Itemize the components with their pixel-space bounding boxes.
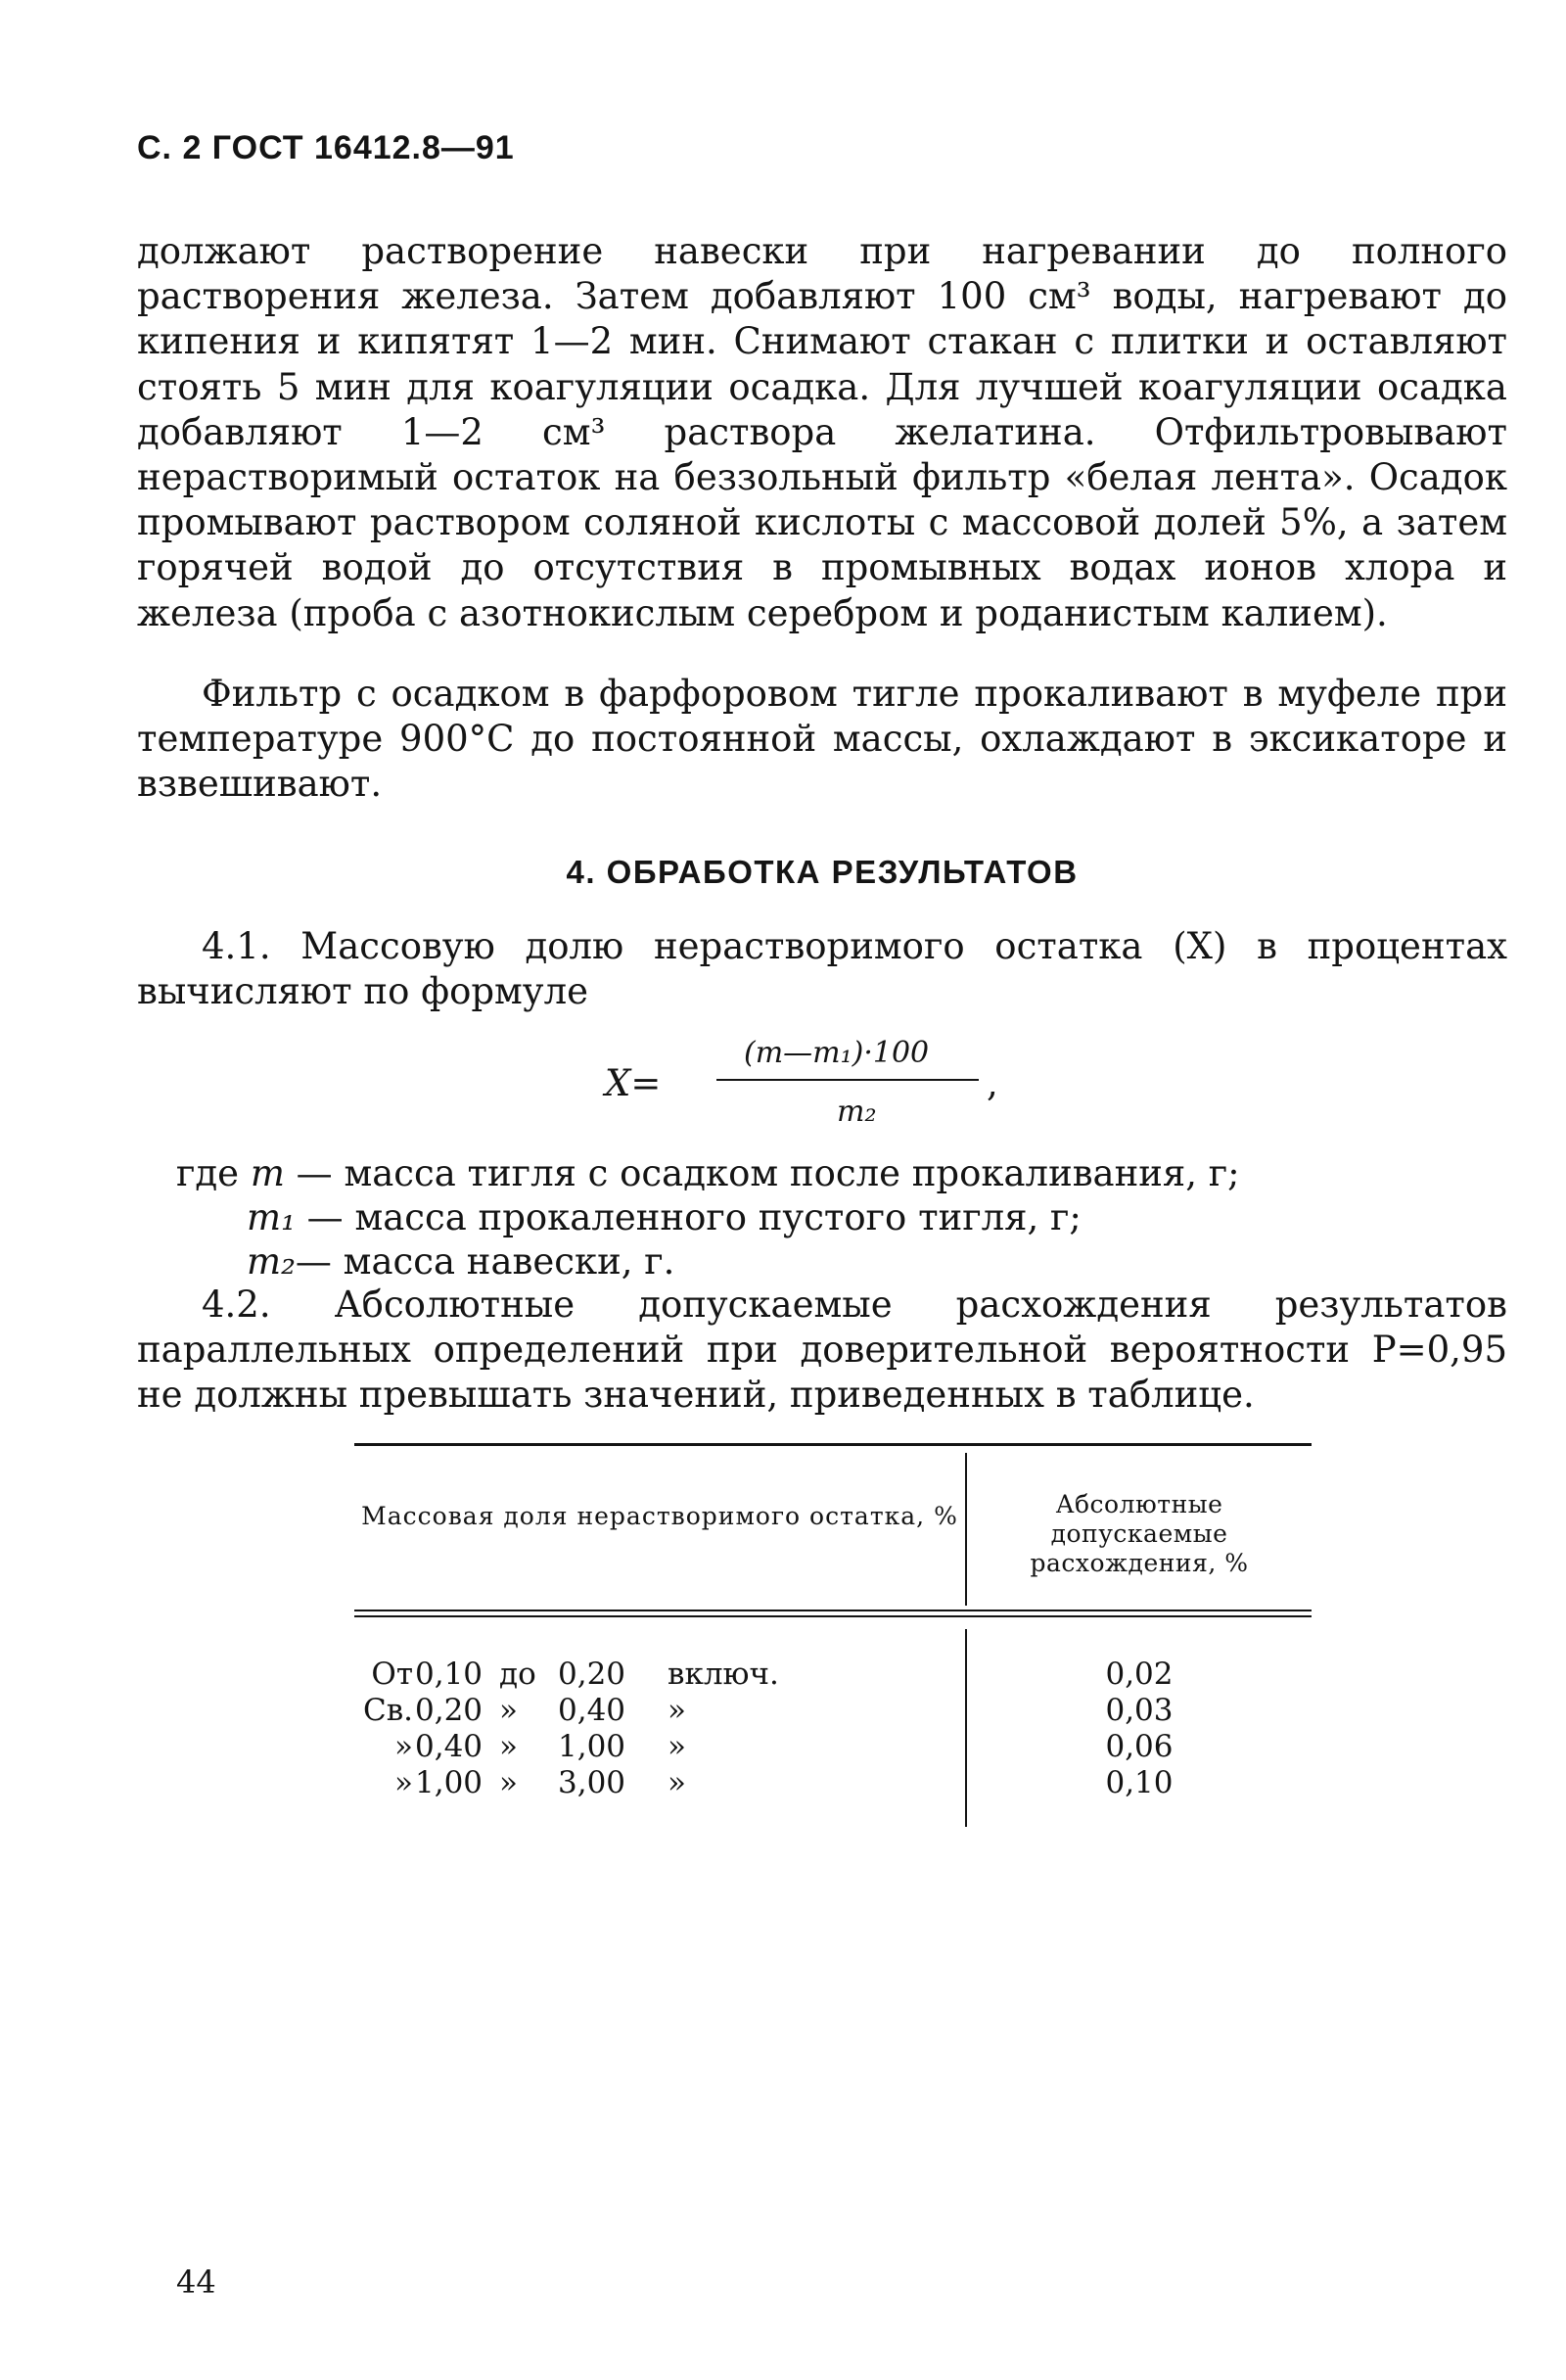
range-prefix bbox=[354, 1693, 413, 1728]
definition-row bbox=[176, 1239, 1240, 1283]
range-from: 0,10 bbox=[415, 1657, 484, 1692]
range-prefix bbox=[354, 1657, 413, 1692]
definition-row bbox=[176, 1195, 1240, 1239]
table-header-tolerance: Абсолютные допускаемые расхождения, % bbox=[1030, 1490, 1249, 1577]
range-to-word: » bbox=[499, 1765, 518, 1800]
range-to-word: » bbox=[499, 1729, 518, 1764]
range-to: 0,20 bbox=[558, 1657, 626, 1692]
definition-symbol: m₂ bbox=[247, 1240, 296, 1283]
definition-symbol: m bbox=[250, 1152, 285, 1194]
range-to-word: до bbox=[499, 1657, 536, 1692]
range-from: 0,20 bbox=[415, 1693, 484, 1728]
range-from: 1,00 bbox=[415, 1765, 484, 1800]
paragraph-procedure-continued: должают растворение навески при нагревании до полного растворения железа. Затем добавляют 100 см³ воды, нагревают до кипения и кипятят 1—2 мин. Снимают стакан с плитки и оставляют стоять 5 мин для коагуляции осадка. Для лучшей коагуляции осадка добавляют 1—2 см³ раствора желатина. Отфильтровывают нерастворимый остаток на беззольный фильтр «белая лента». Осадок промывают раствором соляной кислоты с массовой долей 5%, а затем горячей водой до отсутствия в промывных водах ионов хлора и железа (проба с азотнокислым серебром и роданистым калием). bbox=[137, 230, 1507, 634]
table-row bbox=[354, 1765, 1312, 1801]
table-header-mass-fraction: Массовая доля нерастворимого остатка, % bbox=[361, 1502, 958, 1530]
range-from: 0,40 bbox=[415, 1729, 484, 1764]
table-header-rule bbox=[354, 1610, 1312, 1611]
definition-text: — масса тигля с осадком после прокаливания, г; bbox=[284, 1152, 1240, 1194]
formula-lhs-symbol: X bbox=[605, 1062, 631, 1104]
range-suffix: » bbox=[668, 1729, 686, 1764]
range-to: 3,00 bbox=[558, 1765, 626, 1800]
tolerance-table bbox=[354, 1443, 1312, 1835]
range-suffix: » bbox=[668, 1765, 686, 1800]
table-top-rule bbox=[354, 1443, 1312, 1446]
formula-numerator: (m—m₁)·100 bbox=[744, 1036, 930, 1070]
page-number: 44 bbox=[176, 2263, 216, 2301]
tolerance-value: 0,10 bbox=[1105, 1765, 1174, 1800]
definition-symbol: m₁ bbox=[247, 1196, 296, 1238]
range-suffix: » bbox=[668, 1693, 686, 1728]
range-prefix bbox=[354, 1729, 413, 1764]
formula bbox=[587, 1028, 1077, 1145]
range-suffix: включ. bbox=[668, 1657, 779, 1692]
tolerance-value: 0,06 bbox=[1105, 1729, 1174, 1764]
paragraph-calcination: Фильтр с осадком в фарфоровом тигле прокаливают в муфеле при температуре 900°С до постоянной массы, охлаждают в эксикаторе и взвешивают. bbox=[137, 673, 1507, 806]
formula-denominator: m₂ bbox=[837, 1095, 877, 1129]
range-prefix-text: » bbox=[394, 1729, 413, 1764]
formula-lhs bbox=[605, 1062, 661, 1104]
table-row bbox=[354, 1729, 1312, 1765]
formula-equals: = bbox=[630, 1062, 662, 1104]
formula-comma: , bbox=[987, 1062, 998, 1104]
paragraph-4-1: 4.1. Массовую долю нерастворимого остатка (X) в процентах вычисляют по формуле bbox=[137, 925, 1507, 1013]
range-prefix-text: » bbox=[394, 1765, 413, 1800]
table-header-rule-second bbox=[354, 1615, 1312, 1617]
definition-text: — масса прокаленного пустого тигля, г; bbox=[295, 1196, 1082, 1238]
formula-fraction-bar bbox=[716, 1079, 979, 1081]
range-to: 1,00 bbox=[558, 1729, 626, 1764]
range-prefix bbox=[354, 1765, 413, 1800]
tolerance-value: 0,02 bbox=[1105, 1657, 1174, 1692]
definition-prefix: где bbox=[176, 1152, 251, 1194]
variable-definitions bbox=[176, 1151, 1240, 1283]
range-to-word: » bbox=[499, 1693, 518, 1728]
range-to: 0,40 bbox=[558, 1693, 626, 1728]
table-row bbox=[354, 1657, 1312, 1693]
paragraph-4-2: 4.2. Абсолютные допускаемые расхождения результатов параллельных определений при доверительной вероятности P=0,95 не должны превышать значений, приведенных в таблице. bbox=[137, 1283, 1507, 1417]
range-prefix-text: От bbox=[371, 1657, 413, 1692]
tolerance-value: 0,03 bbox=[1105, 1693, 1174, 1728]
table-row bbox=[354, 1693, 1312, 1729]
definition-text: — масса навески, г. bbox=[295, 1240, 675, 1283]
table-body bbox=[354, 1657, 1312, 1801]
range-prefix-text: Св. bbox=[362, 1693, 413, 1728]
definition-row bbox=[176, 1151, 1240, 1195]
page-header: С. 2 ГОСТ 16412.8—91 bbox=[137, 129, 515, 166]
section-title: 4. ОБРАБОТКА РЕЗУЛЬТАТОВ bbox=[566, 854, 1079, 890]
